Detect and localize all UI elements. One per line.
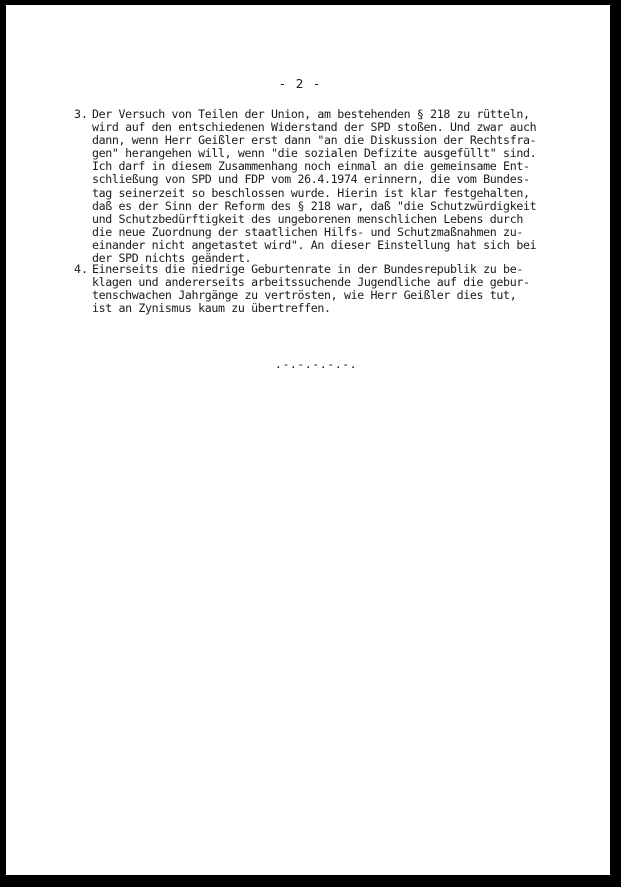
text-line: einander nicht angetastet wird". An dieser Einstellung hat sich bei [92,237,537,252]
text-line: wird auf den entschiedenen Widerstand der SPD stoßen. Und zwar auch [92,120,537,135]
page-number: - 2 - [278,76,322,91]
text-line: tag seinerzeit so beschlossen wurde. Hierin ist klar festgehalten, [92,185,530,200]
paragraph-text [92,108,536,265]
text-line: klagen und andererseits arbeitssuchende Jugendliche auf die gebur- [92,275,530,290]
paragraph-text [92,263,530,315]
text-line: tenschwachen Jahrgänge zu vertrösten, wie Herr Geißler dies tut, [92,288,517,303]
paragraph-number: 4. [74,262,88,276]
text-line: gen" herangehen will, wenn "die sozialen Defizite ausgefüllt" sind. [92,146,537,161]
text-line: daß es der Sinn der Reform des § 218 war, daß "die Schutzwürdigkeit [92,198,537,213]
text-line: schließung von SPD und FDP vom 26.4.1974 erinnern, die vom Bundes- [92,172,530,187]
text-line: der SPD nichts geändert. [92,251,252,266]
text-line: und Schutzbedürftigkeit des ungeborenen menschlichen Lebens durch [92,211,523,226]
text-line: die neue Zuordnung der staatlichen Hilfs- und Schutzmaßnahmen zu- [92,224,523,239]
text-line: Der Versuch von Teilen der Union, am bestehenden § 218 zu rütteln, [92,107,530,121]
text-line: Einerseits die niedrige Geburtenrate in der Bundesrepublik zu be- [92,262,523,276]
text-line: Ich darf in diesem Zusammenhang noch einmal an die gemeinsame Ent- [92,159,530,174]
section-separator: .-.-.-.-.-. [274,357,358,371]
paragraph-number: 3. [74,107,88,121]
document-page [6,5,610,875]
text-line: dann, wenn Herr Geißler erst dann "an die Diskussion der Rechtsfra- [92,133,537,148]
text-line: ist an Zynismus kaum zu übertreffen. [92,301,331,316]
